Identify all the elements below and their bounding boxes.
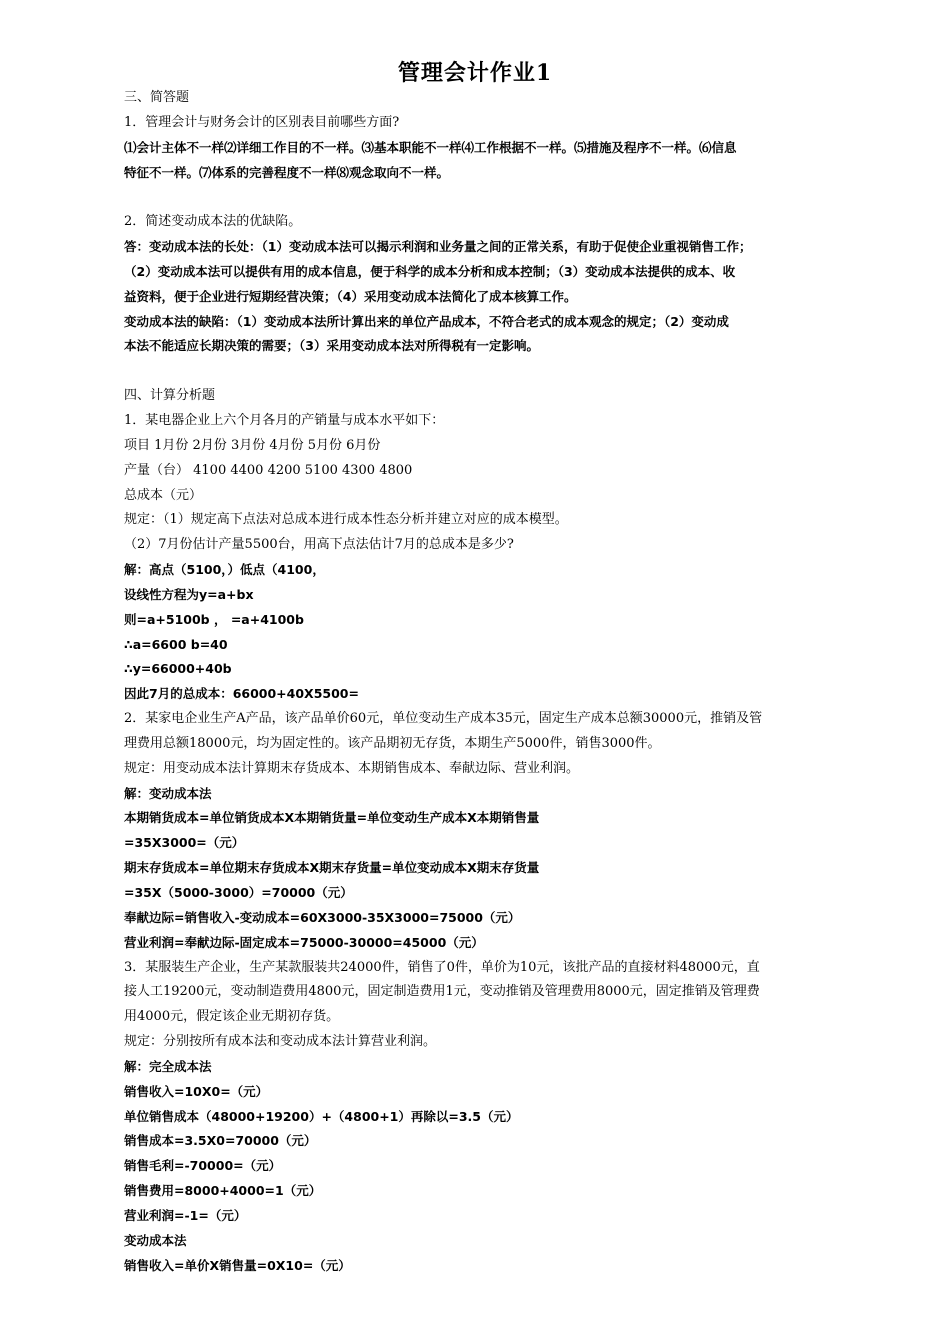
answer-1-line-2: 特征不一样。⑺体系的完善程度不一样⑻观念取向不一样。 <box>124 164 450 180</box>
question-2: 2．简述变动成本法的优缺陷。 <box>124 214 302 230</box>
problem-1-solution-line: 设线性方程为y=a+bx <box>124 586 254 602</box>
problem-1-table-output: 产量（台） 4100 4400 4200 5100 4300 4800 <box>124 462 413 478</box>
problem-1-solution-line: 解：高点（5100，）低点（4100， <box>124 562 325 578</box>
problem-2-solution-line: 解：变动成本法 <box>124 785 212 801</box>
problem-3-solution-line: 营业利润=-1=（元） <box>124 1207 247 1223</box>
blank-line <box>124 359 844 384</box>
problem-1-table-header: 项目 1月份 2月份 3月份 4月份 5月份 6月份 <box>124 437 381 453</box>
problem-2-text-line-1: 2．某家电企业生产A产品，该产品单价60元，单位变动生产成本35元，固定生产成本总额30000元，推销及管 <box>124 711 763 727</box>
answer-2-line-2: （2）变动成本法可以提供有用的成本信息，便于科学的成本分析和成本控制；（3）变动成本法提供的成本、收 <box>124 263 736 279</box>
section-heading-calculation: 四、计算分析题 <box>124 388 216 404</box>
question-1: 1．管理会计与财务会计的区别表目前哪些方面? <box>124 114 400 130</box>
problem-1-solution-line: 则=a+5100b ， =a+4100b <box>124 611 304 627</box>
problem-3-text-line-2: 接人工19200元，变动制造费用4800元，固定制造费用1元，变动推销及管理费用8000元，固定推销及管理费 <box>124 984 760 1000</box>
problem-2-solution-line: 期末存货成本=单位期末存货成本X期末存货量=单位变动成本X期末存货量 <box>124 860 540 876</box>
answer-2-line-3: 益资料，便于企业进行短期经营决策；（4）采用变动成本法简化了成本核算工作。 <box>124 288 577 304</box>
problem-3-text-line-1: 3．某服装生产企业，生产某款服装共24000件，销售了0件，单价为10元，该批产品的直接材料48000元，直 <box>124 959 760 975</box>
problem-1-requirement-1: 规定：（1）规定高下点法对总成本进行成本性态分析并建立对应的成本模型。 <box>124 512 568 528</box>
problem-3-solution-line: 变动成本法 <box>124 1232 187 1248</box>
blank-line <box>124 185 844 210</box>
problem-3-solution-line: 销售毛利=-70000=（元） <box>124 1158 282 1174</box>
problem-3-solution-line: 销售收入=10X0=（元） <box>124 1083 269 1099</box>
problem-3-text-line-3: 用4000元，假定该企业无期初存货。 <box>124 1009 340 1025</box>
problem-2-solution-line: =35X3000=（元） <box>124 835 245 851</box>
problem-2-text-line-2: 理费用总额18000元，均为固定性的。该产品期初无存货，本期生产5000件，销售3000件。 <box>124 735 661 751</box>
problem-3-solution-line: 销售成本=3.5X0=70000（元） <box>124 1133 317 1149</box>
problem-1-requirement-2: （2）7月份估计产量5500台，用高下点法估计7月的总成本是多少? <box>124 537 514 553</box>
document-body <box>124 86 844 1279</box>
problem-2-requirement: 规定：用变动成本法计算期末存货成本、本期销售成本、奉献边际、营业利润。 <box>124 760 580 776</box>
section-heading-short-answer: 三、简答题 <box>124 90 190 105</box>
answer-2-line-1: 答：变动成本法的长处：（1）变动成本法可以揭示利润和业务量之间的正常关系，有助于促使企业重视销售工作； <box>124 239 752 255</box>
problem-1-solution-line: ∴a=6600 b=40 <box>124 636 228 652</box>
document-title: 管理会计作业1 <box>397 60 553 86</box>
problem-3-solution-line: 销售费用=8000+4000=1（元） <box>124 1183 322 1199</box>
problem-2-solution-line: 营业利润=奉献边际-固定成本=75000-30000=45000（元） <box>124 934 484 950</box>
problem-2-solution-line: 奉献边际=销售收入-变动成本=60X3000-35X3000=75000（元） <box>124 909 521 925</box>
problem-2-solution-line: =35X（5000-3000）=70000（元） <box>124 885 353 900</box>
problem-3-requirement: 规定：分别按所有成本法和变动成本法计算营业利润。 <box>124 1034 437 1050</box>
problem-2-solution-line: 本期销货成本=单位销货成本X本期销货量=单位变动生产成本X本期销售量 <box>124 810 540 826</box>
problem-1-intro: 1．某电器企业上六个月各月的产销量与成本水平如下： <box>124 412 445 428</box>
problem-1-solution-line: 因此7月的总成本：66000+40X5500= <box>124 686 359 702</box>
answer-1-line-1: ⑴会计主体不一样⑵详细工作目的不一样。⑶基本职能不一样⑷工作根据不一样。⑸措施及程序不一样。⑹信息 <box>124 139 737 155</box>
problem-3-solution-line: 销售收入=单价X销售量=0X10=（元） <box>124 1257 351 1273</box>
problem-1-table-cost: 总成本（元） <box>124 487 203 503</box>
problem-1-solution-line: ∴y=66000+40b <box>124 661 232 677</box>
answer-2-line-5: 本法不能适应长期决策的需要；（3）采用变动成本法对所得税有一定影响。 <box>124 338 539 354</box>
problem-3-solution-line: 解：完全成本法 <box>124 1058 212 1074</box>
problem-3-solution-line: 单位销售成本（48000+19200）+（4800+1）再除以=3.5（元） <box>124 1108 519 1124</box>
answer-2-line-4: 变动成本法的缺陷：（1）变动成本法所计算出来的单位产品成本，不符合老式的成本观念的规定；（2）变动成 <box>124 313 729 329</box>
